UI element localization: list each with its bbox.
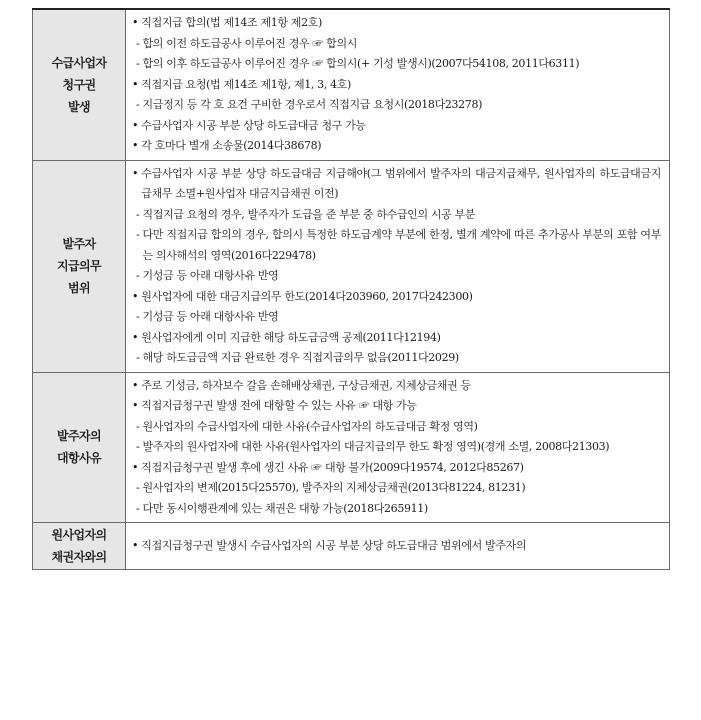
list-item-text: 각 호마다 별개 소송물(2014다38678) (141, 139, 322, 152)
dash-marker: - (136, 57, 143, 70)
row-header-line: 수급사업자 (51, 55, 107, 70)
row-header-line: 지급의무 (57, 259, 101, 273)
row-header (33, 9, 126, 160)
list-item-text: 수급사업자 시공 부분 상당 하도급대금 청구 가능 (141, 118, 366, 132)
list-item (132, 75, 661, 96)
dash-marker: - (136, 36, 143, 50)
row-header-line: 대항사유 (57, 451, 101, 466)
list-item-text: 주로 기성금, 하자보수 갈음 손해배상채권, 구상금채권, 지체상금채권 등 (141, 378, 471, 392)
list-item-text: 다만 동시이행관계에 있는 채권은 대항 가능(2018다265911) (142, 501, 428, 515)
row-header-line: 발주자 (62, 237, 96, 251)
list-item (132, 536, 661, 557)
list-item (132, 348, 661, 369)
bullet-marker: • (132, 289, 142, 303)
list-item (132, 396, 661, 417)
list-item-text: 다만 직접지급 합의의 경우, 합의시 특정한 하도급계약 부분에 한정, 별개 계약에 따른 추가공사 부분의 포함 여부는 의사해석의 영역(2016다229478) (142, 228, 661, 262)
list-item-text: 기성금 등 아래 대항사유 반영 (142, 269, 279, 282)
dash-marker: - (136, 207, 143, 221)
row-header (33, 372, 126, 523)
bullet-marker: • (132, 378, 142, 392)
row-content (126, 160, 670, 372)
row-content (126, 372, 670, 523)
list-item (132, 225, 661, 266)
list-item-text: 직접지급 요청의 경우, 발주자가 도급을 준 부분 중 하수급인의 시공 부분 (142, 207, 476, 221)
bullet-marker: • (132, 118, 142, 132)
bullet-marker: • (132, 16, 142, 29)
list-item (132, 437, 661, 458)
list-item (132, 458, 661, 479)
row-header-line: 채권자와의 (51, 550, 107, 564)
row-header-line: 청구권 (62, 77, 96, 92)
list-item (132, 307, 661, 328)
list-item-text: 원사업자의 수급사업자에 대한 사유(수급사업자의 하도급대금 확정 영역) (142, 419, 478, 433)
summary-table (32, 8, 670, 570)
list-item (132, 266, 661, 287)
list-item-text: 원사업자의 변제(2015다25570), 발주자의 지체상금채권(2013다81224, 81231) (142, 481, 526, 494)
list-item (132, 376, 661, 397)
row-header (33, 523, 126, 570)
row-header-line: 범위 (68, 281, 90, 295)
bullet-marker: • (132, 538, 142, 552)
row-header-line: 원사업자의 (51, 528, 107, 542)
list-item-text: 직접지급 합의(법 제14조 제1항 제2호) (141, 16, 322, 29)
list-item (132, 417, 661, 438)
table-row (33, 372, 670, 523)
list-item-text: 지급정지 등 각 호 요건 구비한 경우로서 직접지급 요청시(2018다23278) (142, 98, 483, 111)
bullet-marker: • (132, 166, 142, 180)
list-item-text: 발주자의 원사업자에 대한 사유(원사업자의 대금지급의무 한도 확정 영역)(경개 소멸, 2008다21303) (142, 440, 610, 453)
list-item-text: 직접지급청구권 발생 후에 생긴 사유 ☞ 대항 불가(2009다19574, 2012다85267) (141, 460, 524, 474)
list-item-text: 직접지급청구권 발생 전에 대항할 수 있는 사유 ☞ 대항 가능 (141, 399, 417, 412)
dash-marker: - (136, 310, 143, 323)
table-row (33, 160, 670, 372)
list-item (132, 328, 661, 349)
dash-marker: - (136, 269, 143, 282)
list-item (132, 205, 661, 226)
dash-marker: - (136, 481, 143, 494)
dash-marker: - (136, 501, 143, 515)
bullet-marker: • (132, 77, 142, 91)
row-content (126, 9, 670, 160)
list-item-text: 직접지급청구권 발생시 수급사업자의 시공 부분 상당 하도급대금 범위에서 발주자의 (141, 538, 527, 552)
list-item (132, 34, 661, 55)
list-item-text: 원사업자에게 이미 지급한 해당 하도급금액 공제(2011다12194) (141, 330, 441, 344)
list-item (132, 116, 661, 137)
list-item (132, 13, 661, 34)
row-header (33, 160, 126, 372)
list-item-text: 해당 하도급금액 지급 완료한 경우 직접지급의무 없음(2011다2029) (142, 351, 459, 364)
row-header-line: 발생 (68, 99, 90, 114)
list-item (132, 164, 661, 205)
dash-marker: - (136, 351, 143, 364)
list-item-text: 합의 이후 하도급공사 이루어진 경우 ☞ 합의시(+ 기성 발생시)(2007다54108, 2011다6311) (142, 57, 580, 70)
list-item (132, 287, 661, 308)
row-content (126, 523, 670, 570)
list-item-text: 기성금 등 아래 대항사유 반영 (142, 310, 279, 323)
dash-marker: - (136, 440, 143, 453)
bullet-marker: • (132, 460, 142, 474)
list-item-text: 수급사업자 시공 부분 상당 하도급대금 지급해야(그 범위에서 발주자의 대금지급채무, 원사업자의 하도급대금지급채무 소멸+원사업자 대금지급채권 이전) (141, 166, 661, 200)
list-item (132, 95, 661, 116)
list-item-text: 합의 이전 하도급공사 이루어진 경우 ☞ 합의시 (142, 36, 358, 50)
list-item (132, 54, 661, 75)
dash-marker: - (136, 98, 143, 111)
list-item (132, 478, 661, 499)
list-item (132, 136, 661, 157)
dash-marker: - (136, 419, 143, 433)
table-row (33, 523, 670, 570)
list-item-text: 직접지급 요청(법 제14조 제1항, 제1, 3, 4호) (141, 77, 351, 91)
bullet-marker: • (132, 139, 142, 152)
table-row (33, 9, 670, 160)
dash-marker: - (136, 228, 143, 241)
bullet-marker: • (132, 399, 142, 412)
list-item (132, 499, 661, 520)
row-header-line: 발주자의 (57, 429, 101, 444)
list-item-text: 원사업자에 대한 대금지급의무 한도(2014다203960, 2017다242300) (141, 289, 473, 303)
bullet-marker: • (132, 330, 142, 344)
